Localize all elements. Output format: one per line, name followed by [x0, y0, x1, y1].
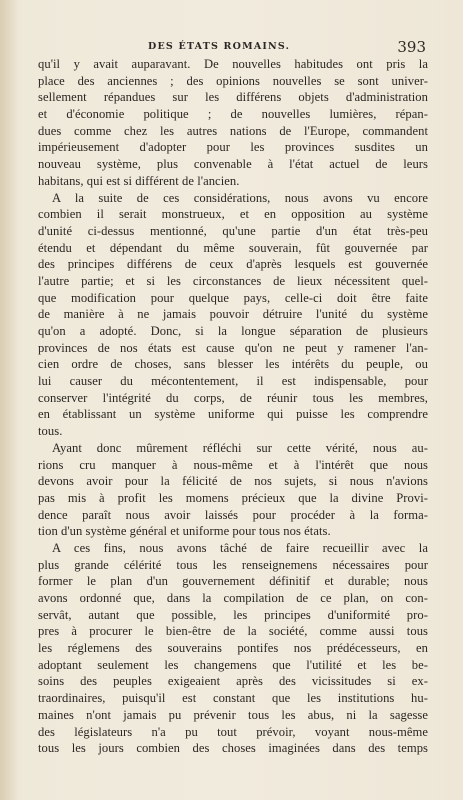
- text-line: tous.: [38, 424, 63, 439]
- text-line: que modification pour quelque pays, celle-ci doit être faite: [38, 290, 428, 305]
- text-line: servât, autant que possible, les principes d'uniformité pro-: [38, 607, 428, 622]
- text-line: lui causer du mécontentement, il est indispensable, pour: [38, 374, 428, 389]
- text-line: qu'on a adopté. Donc, si la longue séparation de plusieurs: [38, 324, 428, 338]
- text-line: provinces de nos états est cause qu'on ne peut y ramener l'an-: [38, 340, 428, 355]
- text-line: place des anciennes ; des opinions nouvelles se sont univer-: [38, 73, 428, 88]
- text-line: rions cru manquer à nous-même et à l'intérêt que nous: [38, 457, 428, 472]
- text-line: dence paraît nous avoir laissés pour procéder à la forma-: [38, 507, 428, 522]
- text-line: impérieusement d'adopter pour les provinces susdites un: [38, 140, 428, 155]
- text-line: d'unité ci-dessus mentionné, qu'une partie d'un état très-peu: [38, 223, 428, 238]
- text-line: étendu et dépendant du même souverain, fût gouvernée par: [38, 240, 428, 255]
- text-line: soins des peuples exigeaient après des vicissitudes si ex-: [38, 674, 428, 689]
- text-line: combien il serait monstrueux, et en opposition au système: [38, 207, 428, 222]
- page-header: [38, 38, 428, 56]
- text-line: pas mis à profit les momens précieux que la divine Provi-: [38, 490, 428, 505]
- paragraph: [38, 56, 428, 190]
- text-line: des législateurs n'a pu tout prévoir, voyant nous-même: [38, 724, 428, 739]
- text-line: Ayant donc mûrement réfléchi sur cette vérité, nous au-: [52, 440, 428, 455]
- text-line: former le plan d'un gouvernement définitif et durable; nous: [38, 574, 428, 589]
- page-number: 393: [397, 38, 426, 56]
- text-line: et d'économie politique ; de nouvelles lumières, répan-: [38, 107, 428, 122]
- text-line: en établissant un système uniforme qui puisse les comprendre: [38, 407, 428, 422]
- text-line: les réglemens des souverains pontifes nos prédécesseurs, en: [38, 641, 428, 656]
- text-line: cien ordre de choses, sans blesser les intérêts du peuple, ou: [38, 357, 428, 372]
- text-line: sellement répandues sur les différens objets d'administration: [38, 90, 428, 105]
- text-line: adoptant seulement les changemens que l'utilité et les be-: [38, 657, 428, 672]
- text-line: devons avoir pour la félicité de nos sujets, si nous n'avions: [38, 474, 428, 489]
- paragraph: [38, 540, 428, 757]
- text-line: A ces fins, nous avons tâché de faire recueillir avec la: [52, 540, 428, 555]
- text-line: tous les jours combien des choses imaginées dans des temps: [38, 741, 428, 756]
- text-line: pres à procurer le bien-être de la société, comme aussi tous: [38, 624, 428, 639]
- paragraph: [38, 190, 428, 440]
- running-title: DES ÉTATS ROMAINS.: [148, 41, 291, 52]
- text-line: habitans, qui est si différent de l'ancien.: [38, 173, 240, 188]
- page-gutter-shading: [0, 0, 18, 800]
- text-line: A la suite de ces considérations, nous avons vu encore: [52, 190, 428, 205]
- body-text: [38, 56, 428, 757]
- text-line: l'autre partie; et si les circonstances de lieux nécessitent quel-: [38, 273, 428, 288]
- text-line: plus grande célérité tous les renseignemens nécessaires pour: [38, 557, 428, 572]
- text-line: conserver l'intégrité du corps, de réunir tous les membres,: [38, 390, 428, 405]
- text-line: dues comme chez les autres nations de l'Europe, commandent: [38, 123, 428, 138]
- text-line: tion d'un système général et uniforme pour tous nos états.: [38, 524, 331, 539]
- paragraph: [38, 440, 428, 540]
- text-line: traordinaires, puisqu'il est constant que les institutions hu-: [38, 691, 428, 706]
- text-line: nouveau système, plus convenable à l'état actuel de leurs: [38, 157, 428, 172]
- text-line: des principes différens de ceux d'après lesquels est gouvernée: [38, 257, 428, 272]
- text-line: avons ordonné que, dans la compilation de ce plan, on con-: [38, 591, 428, 605]
- text-line: de manière à ne jamais pouvoir détruire l'unité du système: [38, 307, 428, 322]
- text-line: qu'il y avait auparavant. De nouvelles habitudes ont pris la: [38, 57, 428, 71]
- text-line: maines n'ont jamais pu prévenir tous les abus, ni la sagesse: [38, 707, 428, 722]
